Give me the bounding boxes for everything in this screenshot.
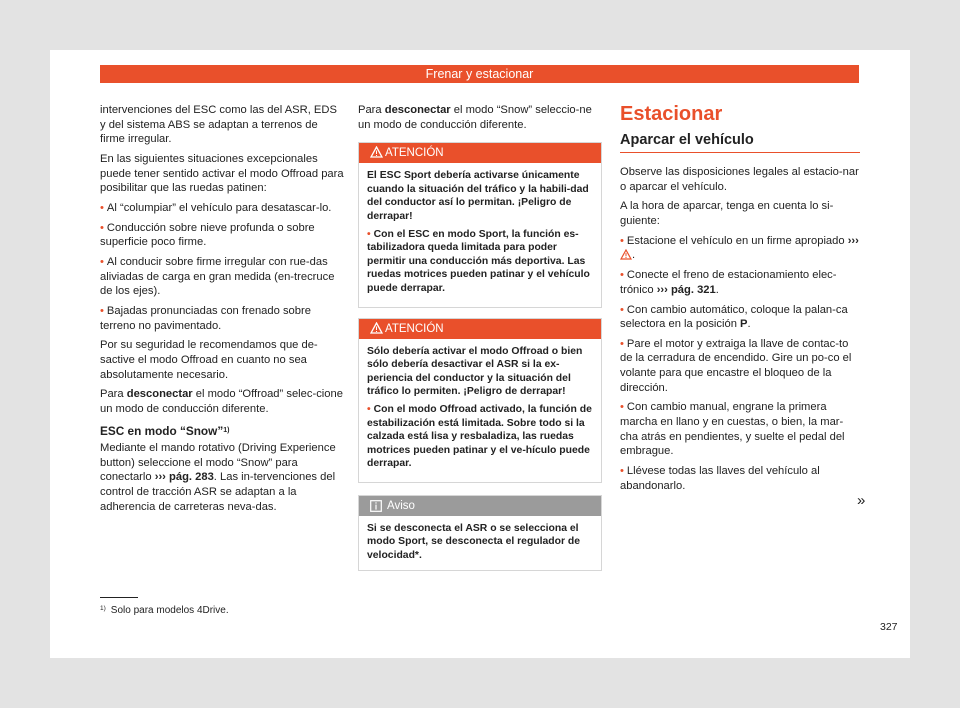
- warning-header: ATENCIÓN: [359, 143, 601, 163]
- list-item: • Llévese todas las llaves del vehículo al abandonarlo.: [620, 465, 820, 492]
- footnote-divider: [100, 597, 138, 598]
- warning-reference-link[interactable]: ›››: [847, 234, 859, 247]
- list-item: • Pare el motor y extraiga la llave de contac-to de la cerradura de encendido. Gire un po-co el volante para que encastre el bloqueo de la dirección.: [620, 337, 852, 394]
- bullet-icon: •: [100, 221, 104, 234]
- bullet-icon: •: [620, 465, 624, 477]
- paragraph: Observe las disposiciones legales al estacio-nar o aparcar el vehículo.: [620, 166, 859, 193]
- list-item: • Con cambio automático, coloque la palan-ca selectora en la posición P.: [620, 303, 848, 331]
- warning-triangle-icon: [370, 322, 383, 334]
- warning-triangle-icon: [620, 249, 632, 260]
- paragraph: En las siguientes situaciones excepcionales puede tener sentido activar el modo Offroad para posibilitar que las ruedas patinen:: [100, 152, 344, 195]
- warning-box: [358, 142, 602, 307]
- info-icon: [370, 500, 382, 512]
- warning-body: Sólo debería activar el modo Offroad o bien sólo debería desactivar el ASR si la ex-periencia del conductor y la situación del tráfico lo permiten. ¡Peligro de derrapar! • Con el modo Offroad activado, la función de estabilización está limitada. Sobre todo si la calzada está lisa y resbaladiza, las ruedas motrices pueden patinar y el ve-hículo puede derrapar.: [359, 339, 601, 482]
- bullet-icon: •: [620, 303, 624, 316]
- bullet-icon: •: [100, 256, 104, 269]
- note-header: Aviso: [359, 496, 601, 516]
- column-2: [358, 103, 602, 571]
- list-item: • Bajadas pronunciadas con frenado sobre terreno no pavimentado.: [100, 305, 311, 332]
- page-reference-link[interactable]: ››› pág. 283: [154, 471, 214, 484]
- list-item: • Con el ESC en modo Sport, la función es-tabilizadora queda limitada para poder permitir una conducción más deportiva. Las ruedas motrices pueden patinar y el vehículo puede derrapar.: [367, 228, 590, 294]
- bullet-icon: •: [367, 228, 371, 240]
- list-item: • Con cambio manual, engrane la primera marcha en llano y en cuestas, o bien, la mar-cha atrás en pendientes, y suelte el pedal del embrague.: [620, 401, 845, 458]
- paragraph: Mediante el mando rotativo (Driving Experience button) seleccione el modo “Snow” para conectarlo ››› pág. 283. Las in-tervenciones del control de tracción ASR se adaptan a la adherencia de carreteras neva-das.: [100, 442, 336, 513]
- bullet-icon: •: [367, 403, 371, 415]
- note-body: Si se desconecta el ASR o se selecciona el modo Sport, se desconecta el regulador de velocidad*.: [367, 522, 581, 562]
- subheading-esc-snow: ESC en modo “Snow”$^{1)}$: [100, 423, 230, 438]
- section-title: Estacionar: [620, 103, 723, 125]
- paragraph: Para desconectar el modo “Snow” seleccio-ne un modo de conducción diferente.: [358, 104, 592, 131]
- note-box: [358, 495, 602, 571]
- bullet-icon: •: [100, 305, 104, 318]
- paragraph: Por su seguridad le recomendamos que de-sactive el modo Offroad en cuanto no sea absolutamente necesario.: [100, 339, 318, 381]
- warning-header: ATENCIÓN: [359, 319, 601, 339]
- column-3: [620, 103, 860, 498]
- page-number: 327: [880, 621, 898, 633]
- bullet-icon: •: [620, 401, 624, 414]
- list-item: • Al “columpiar” el vehículo para desatascar-lo.: [100, 201, 332, 214]
- bullet-icon: •: [620, 234, 624, 247]
- footnote-ref[interactable]: 1): [223, 426, 230, 434]
- continue-mark: »: [857, 492, 866, 509]
- list-item: • Conecte el freno de estacionamiento elec-trónico ››› pág. 321.: [620, 269, 837, 296]
- warning-triangle-icon: [370, 146, 383, 158]
- list-item: • Conducción sobre nieve profunda o sobre superficie poco firme.: [100, 221, 315, 249]
- warning-body: El ESC Sport debería activarse únicamente cuando la situación del tráfico y la habili-dad del conductor así lo permitan. ¡Peligro de derrapar! • Con el ESC en modo Sport, la función es-tabilizadora queda limitada para poder permitir una conducción más deportiva. Las ruedas motrices pueden patinar y el vehículo puede derrapar.: [359, 163, 601, 306]
- footnote: $^{1)}$ Solo para modelos 4Drive.: [100, 605, 229, 616]
- bullet-icon: •: [620, 337, 624, 350]
- paragraph: intervenciones del ESC como las del ASR, EDS y del sistema ABS se adaptan a terrenos de firme irregular.: [100, 104, 337, 146]
- page-reference-link[interactable]: ››› pág. 321: [656, 283, 716, 296]
- paragraph: A la hora de aparcar, tenga en cuenta lo si-guiente:: [620, 200, 834, 227]
- warning-box: [358, 318, 602, 483]
- column-1: [100, 103, 345, 519]
- bullet-icon: •: [620, 269, 624, 282]
- subsection-title: Aparcar el vehículo: [620, 131, 860, 153]
- section-header: Frenar y estacionar: [100, 65, 859, 83]
- list-item: • Estacione el vehículo en un firme apropiado ››› .: [620, 234, 859, 262]
- bullet-icon: •: [100, 201, 104, 214]
- paragraph: Para desconectar el modo “Offroad” selec-cione un modo de conducción diferente.: [100, 388, 343, 415]
- list-item: • Con el modo Offroad activado, la función de estabilización está limitada. Sobre todo si la calzada está lisa y resbaladiza, las ruedas motrices pueden patinar y el ve-hículo puede derrapar.: [367, 403, 592, 470]
- list-item: • Al conducir sobre firme irregular con rue-das aliviadas de carga en gran medida (en-trecruce de los ejes).: [100, 256, 335, 298]
